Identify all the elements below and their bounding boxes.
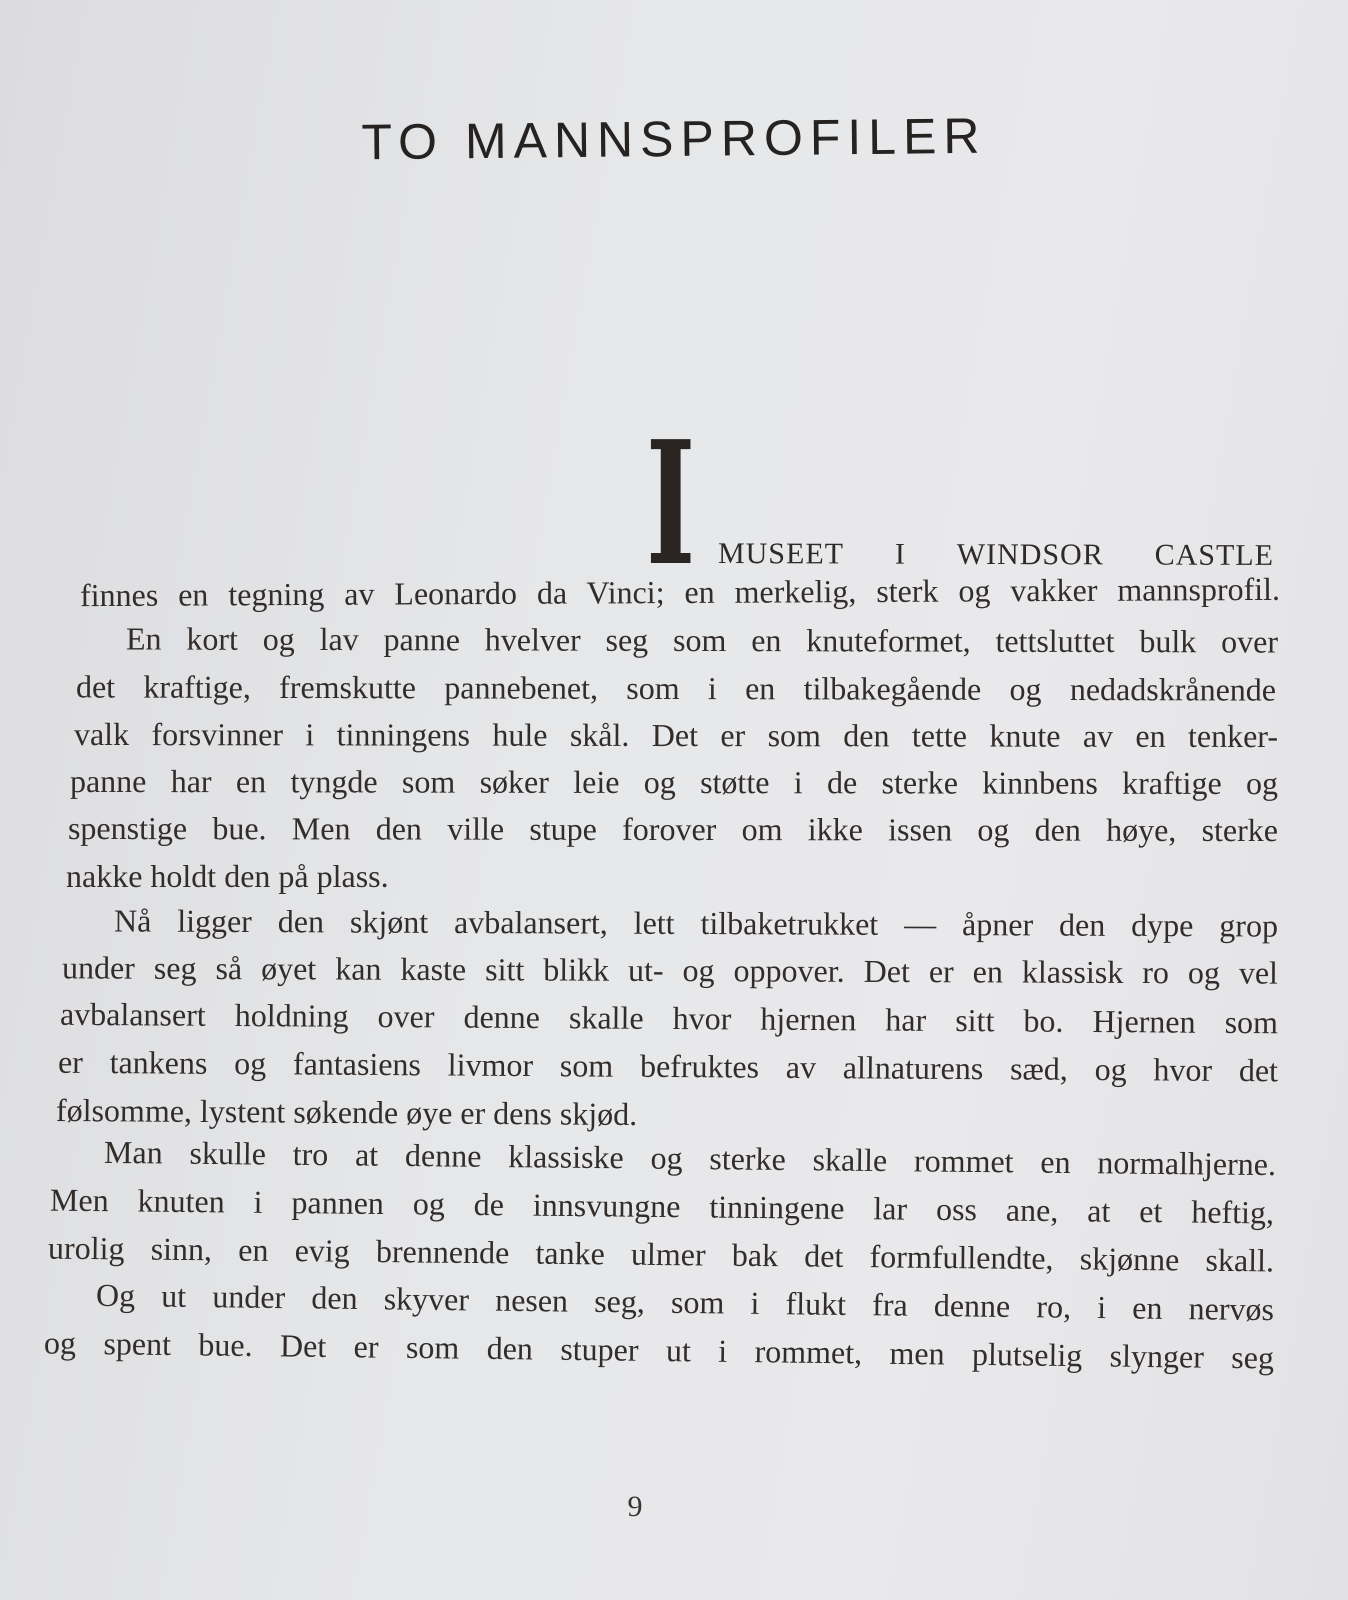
text-line: valk forsvinner i tinningens hule skål. Det er som den tette knute av en tenker-	[73, 715, 1279, 755]
text-line: er tankens og fantasiens livmor som befruktes av allnaturens sæd, og hvor det	[57, 1043, 1279, 1089]
text-line: avbalansert holdning over denne skalle hvor hjernen har sitt bo. Hjernen som	[59, 995, 1279, 1041]
text-line: panne har en tyngde som søker leie og støtte i de sterke kinnbens kraftige og	[69, 762, 1279, 802]
text-line: finnes en tegning av Leonardo da Vinci; en merkelig, sterk og vakker mannsprofil.	[79, 570, 1281, 614]
text-line: Nå ligger den skjønt avbalansert, lett tilbaketrukket — åpner den dype grop	[113, 902, 1279, 944]
text-line: Man skulle tro at denne klassiske og sterke skalle rommet en normalhjerne.	[103, 1133, 1277, 1183]
text-line: urolig sinn, en evig brennende tanke ulmer bak det formfullendte, skjønne skall.	[47, 1229, 1275, 1279]
text-line: under seg så øyet kan kaste sitt blikk ut- og oppover. Det er en klassisk ro og vel	[61, 949, 1279, 991]
chapter-title: TO MANNSPROFILER	[361, 107, 987, 171]
text-line: En kort og lav panne hvelver seg som en knuteformet, tettsluttet bulk over	[125, 620, 1279, 660]
text-line: det kraftige, fremskutte pannebenet, som i en tilbakegående og nedadskrånende	[75, 668, 1277, 708]
opening-word: MUSEET	[717, 537, 845, 571]
text-line: Og ut under den skyver nesen seg, som i flukt fra denne ro, i en nervøs	[95, 1276, 1275, 1328]
opening-word: I	[894, 537, 906, 571]
text-line: Men knuten i pannen og de innsvungne tinningene lar oss ane, at et heftig,	[49, 1181, 1275, 1231]
page-number: 9	[627, 1490, 643, 1523]
drop-cap: I	[646, 404, 696, 604]
text-line: følsomme, lystent søkende øye er dens skjød.	[55, 1091, 638, 1133]
text-line: nakke holdt den på plass.	[66, 858, 389, 894]
text-line: spenstige bue. Men den ville stupe forover om ikke issen og den høye, sterke	[67, 809, 1279, 849]
opening-word: CASTLE	[1154, 538, 1275, 572]
opening-line	[718, 537, 1274, 573]
opening-word: WINDSOR	[956, 537, 1104, 572]
text-line: og spent bue. Det er som den stuper ut i rommet, men plutselig slynger seg	[43, 1324, 1275, 1376]
